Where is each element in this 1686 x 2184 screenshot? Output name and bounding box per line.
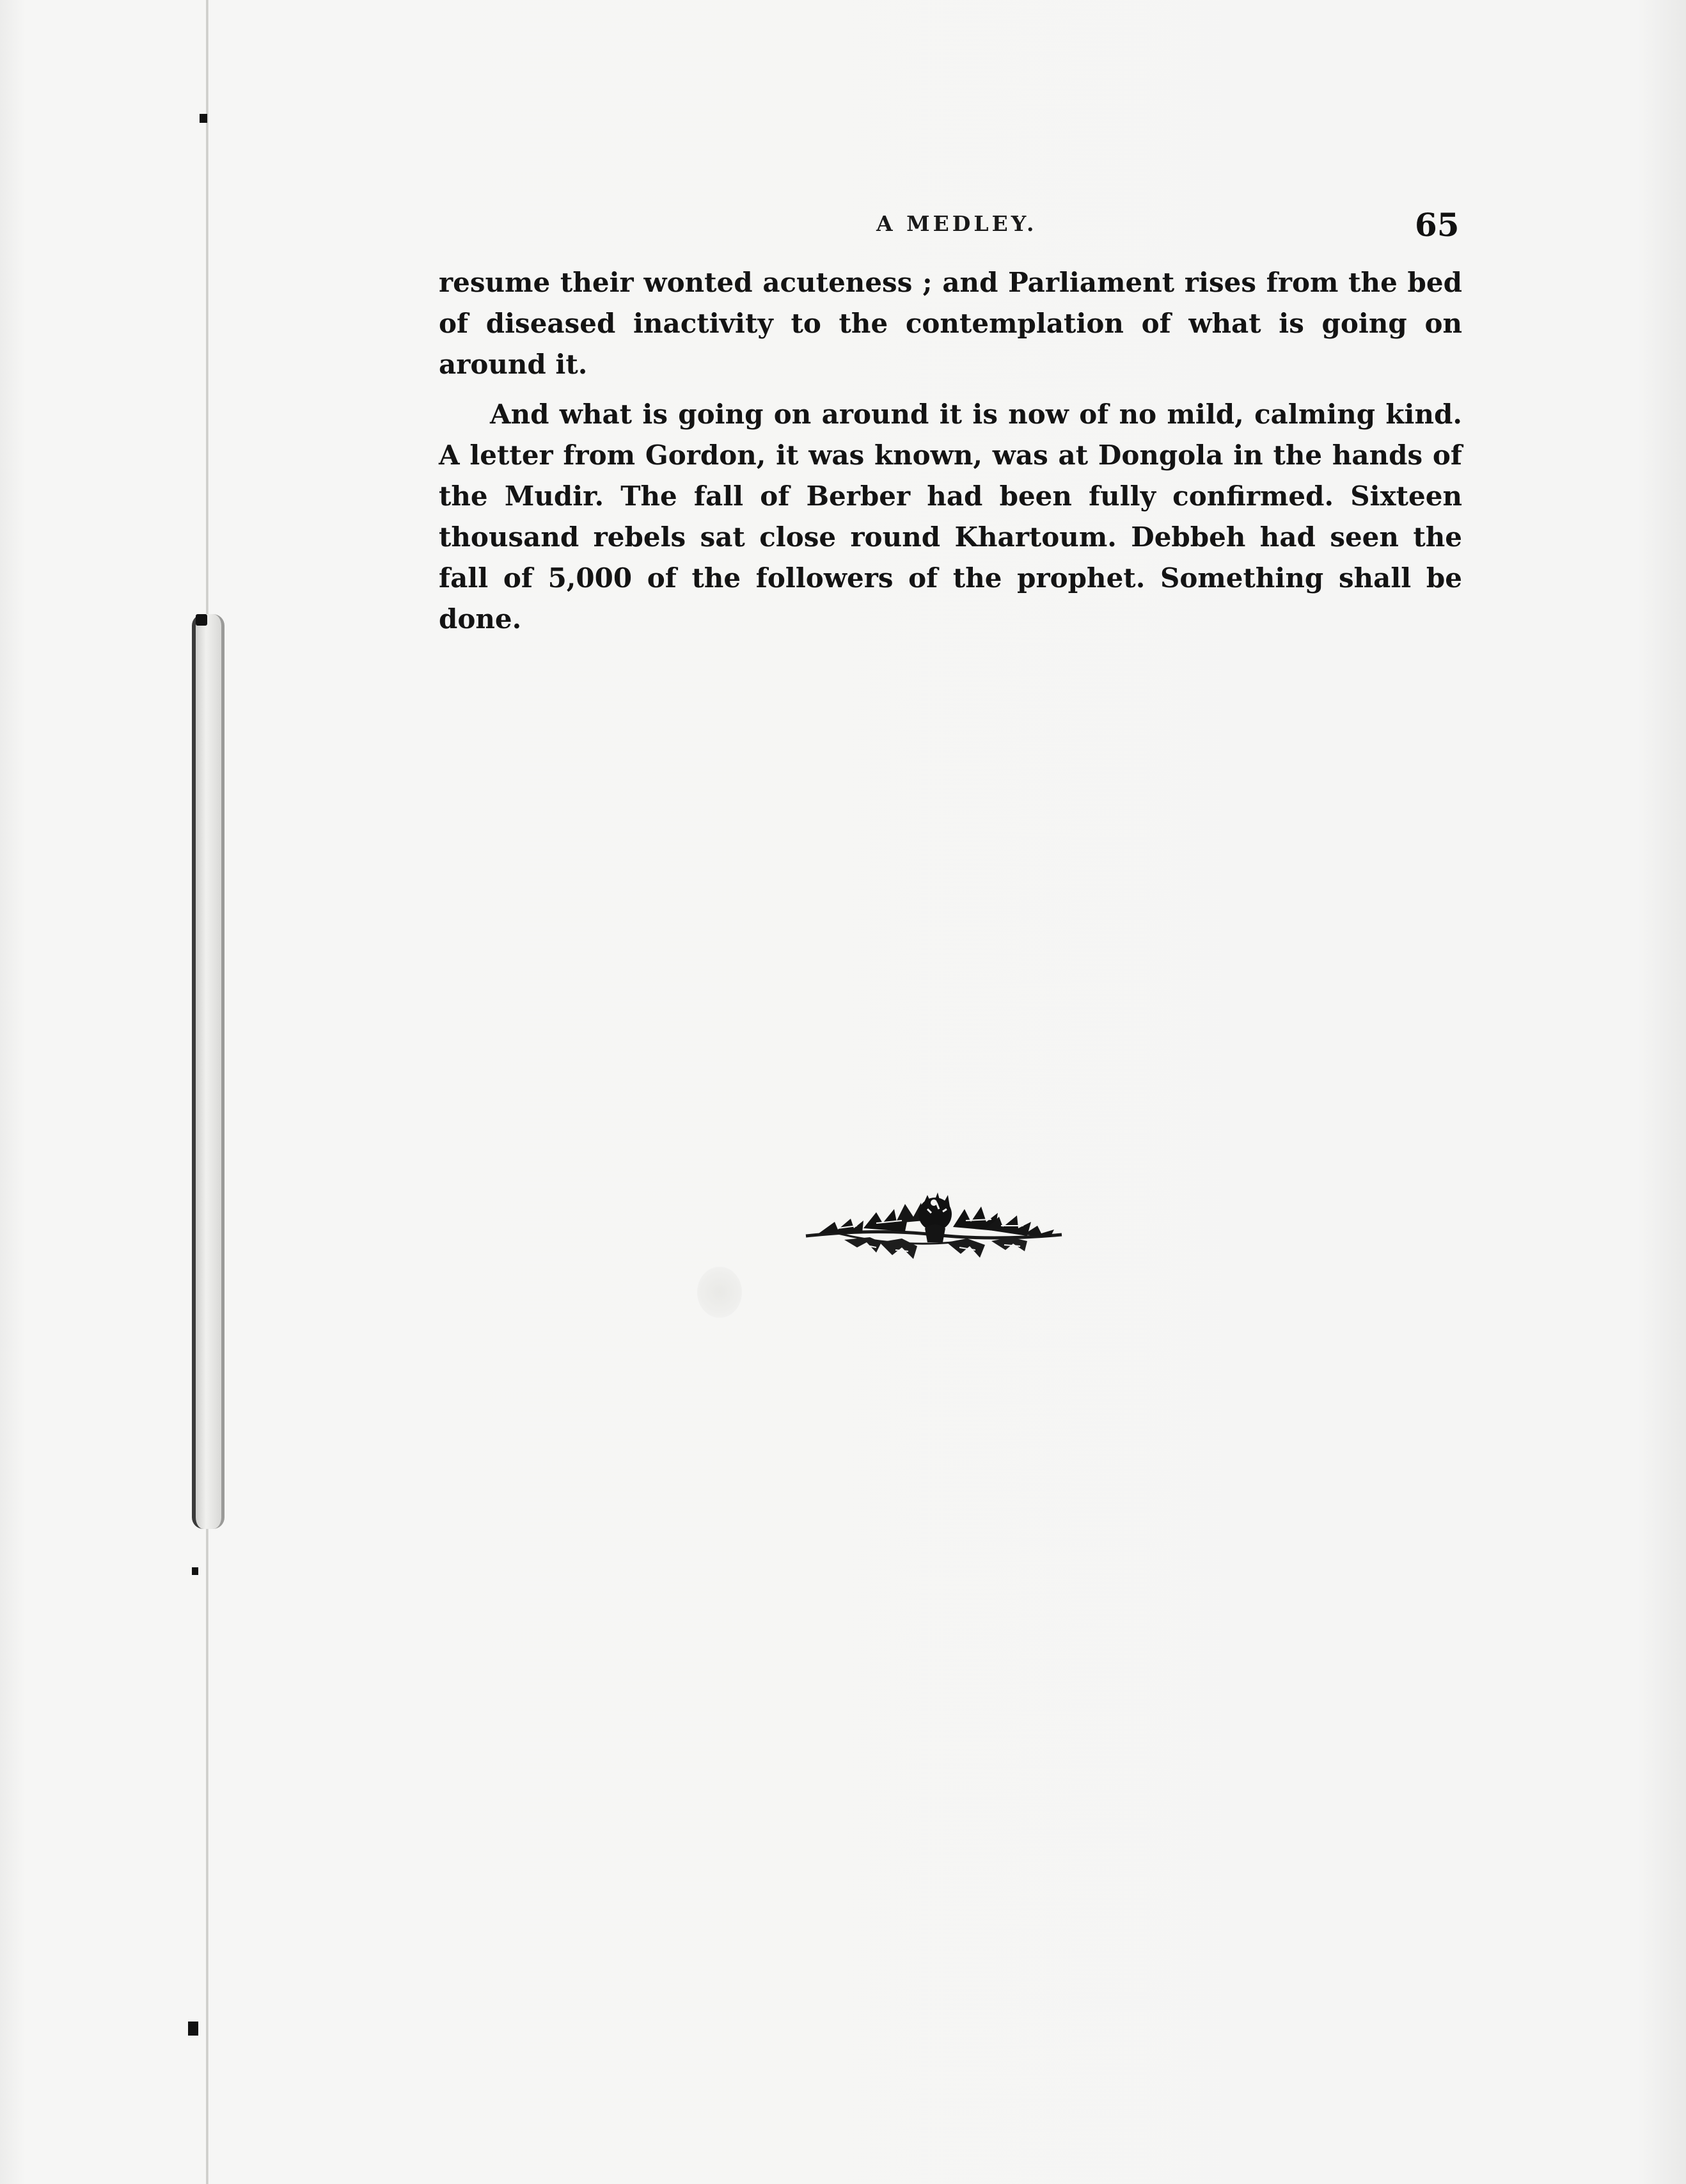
running-head: A MEDLEY. (876, 211, 1037, 236)
paragraph: resume their wonted acuteness ; and Parliament rises from the bed of diseased inactivity to the contemplation of what is going on around it. (439, 267, 1462, 380)
paper-smudge (697, 1267, 742, 1318)
thistle-ornament-icon (800, 1183, 1068, 1279)
binding-mark (192, 1567, 198, 1575)
body-text (439, 262, 1462, 640)
binding-mark (200, 114, 207, 123)
paragraph: And what is going on around it is now of no mild, calming kind. A letter from Gordon, it was known, was at Dongola in the hands of the Mudir. The fall of Berber had been fully confirmed. Sixteen thousand rebels sat close round Khartoum. Debbeh had seen the fall of 5,000 of the followers of the prophet. Something shall be done. (439, 399, 1462, 635)
binding-edge (192, 614, 225, 1529)
binding-mark (196, 614, 207, 626)
binding-mark (188, 2022, 198, 2036)
page-number: 65 (1415, 206, 1460, 244)
